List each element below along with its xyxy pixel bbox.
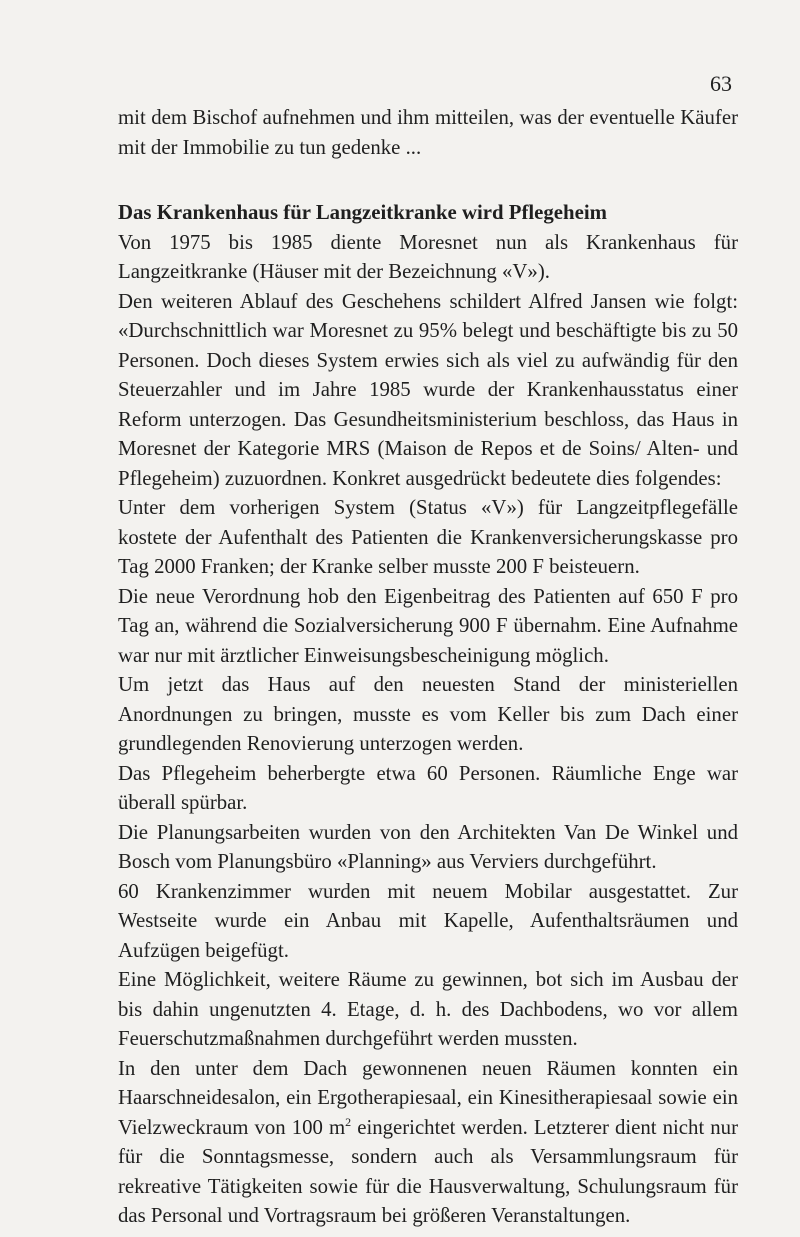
paragraph-10 (118, 1054, 738, 1231)
section-gap (118, 162, 738, 198)
paragraph-7: Die Planungsarbeiten wurden von den Architekten Van De Winkel und Bosch vom Planungsbüro «Planning» aus Verviers durchgeführt. (118, 820, 738, 873)
paragraph-1: Von 1975 bis 1985 diente Moresnet nun als Krankenhaus für Langzeitkranke (Häuser mit der Bezeichnung «V»). (118, 230, 738, 283)
paragraph-6: Das Pflegeheim beherbergte etwa 60 Personen. Räumliche Enge war überall spürbar. (118, 761, 738, 814)
paragraph-8: 60 Krankenzimmer wurden mit neuem Mobilar ausgestattet. Zur Westseite wurde ein Anbau mit Kapelle, Aufenthaltsräumen und Aufzügen beigefügt. (118, 879, 738, 962)
paragraph-2: Den weiteren Ablauf des Geschehens schildert Alfred Jansen wie folgt: «Durchschnittlich war Moresnet zu 95% belegt und beschäftigte bis zu 50 Personen. Doch dieses System erwies sich als viel zu aufwändig für den Steuerzahler und im Jahre 1985 wurde der Krankenhausstatus einer Reform unterzogen. Das Gesundheitsministerium beschloss, das Haus in Moresnet der Kategorie MRS (Maison de Repos et de Soins/ Alten- und Pflegeheim) zuzuordnen. Konkret ausgedrückt bedeutete dies folgendes: (118, 289, 738, 490)
intro-paragraph: mit dem Bischof aufnehmen und ihm mitteilen, was der eventuelle Käufer mit der Immobilie zu tun gedenke ... (118, 106, 738, 159)
paragraph-10-start: In den unter dem Dach gewonnenen neuen Räumen konnten ein Haarschneidesalon, ein Ergotherapiesaal, ein Kinesitherapiesaal sowie ein Vielzweckraum von 100 m (118, 1056, 738, 1139)
paragraph-5: Um jetzt das Haus auf den neuesten Stand der ministeriellen Anordnungen zu bringen, musste es vom Keller bis zum Dach einer grundlegenden Renovierung unterzogen werden. (118, 673, 738, 755)
section-heading: Das Krankenhaus für Langzeitkranke wird Pflegeheim (118, 201, 607, 224)
superscript-two: 2 (345, 1114, 352, 1129)
main-text (118, 103, 738, 1231)
paragraph-10-end: eingerichtet werden. Letzterer dient nicht nur für die Sonntagsmesse, sondern auch als Versammlungsraum für rekreative Tätigkeiten sowie für die Hausverwaltung, Schulungsraum für das Personal und Vortragsraum bei größeren Veranstaltungen. (118, 1115, 738, 1227)
paragraph-4: Die neue Verordnung hob den Eigenbeitrag des Patienten auf 650 F pro Tag an, während die Sozialversicherung 900 F übernahm. Eine Aufnahme war nur mit ärztlicher Einweisungsbescheinigung möglich. (118, 584, 738, 667)
paragraph-3: Unter dem vorherigen System (Status «V») für Langzeitpflegefälle kostete der Aufenthalt des Patienten die Krankenversicherungskasse pro Tag 2000 Franken; der Kranke selber musste 200 F beisteuern. (118, 496, 738, 578)
paragraph-9: Eine Möglichkeit, weitere Räume zu gewinnen, bot sich im Ausbau der bis dahin ungenutzten 4. Etage, d. h. des Dachbodens, wo vor allem Feuerschutzmaßnahmen durchgeführt werden mussten. (118, 968, 738, 1050)
page-number: 63 (710, 71, 732, 96)
